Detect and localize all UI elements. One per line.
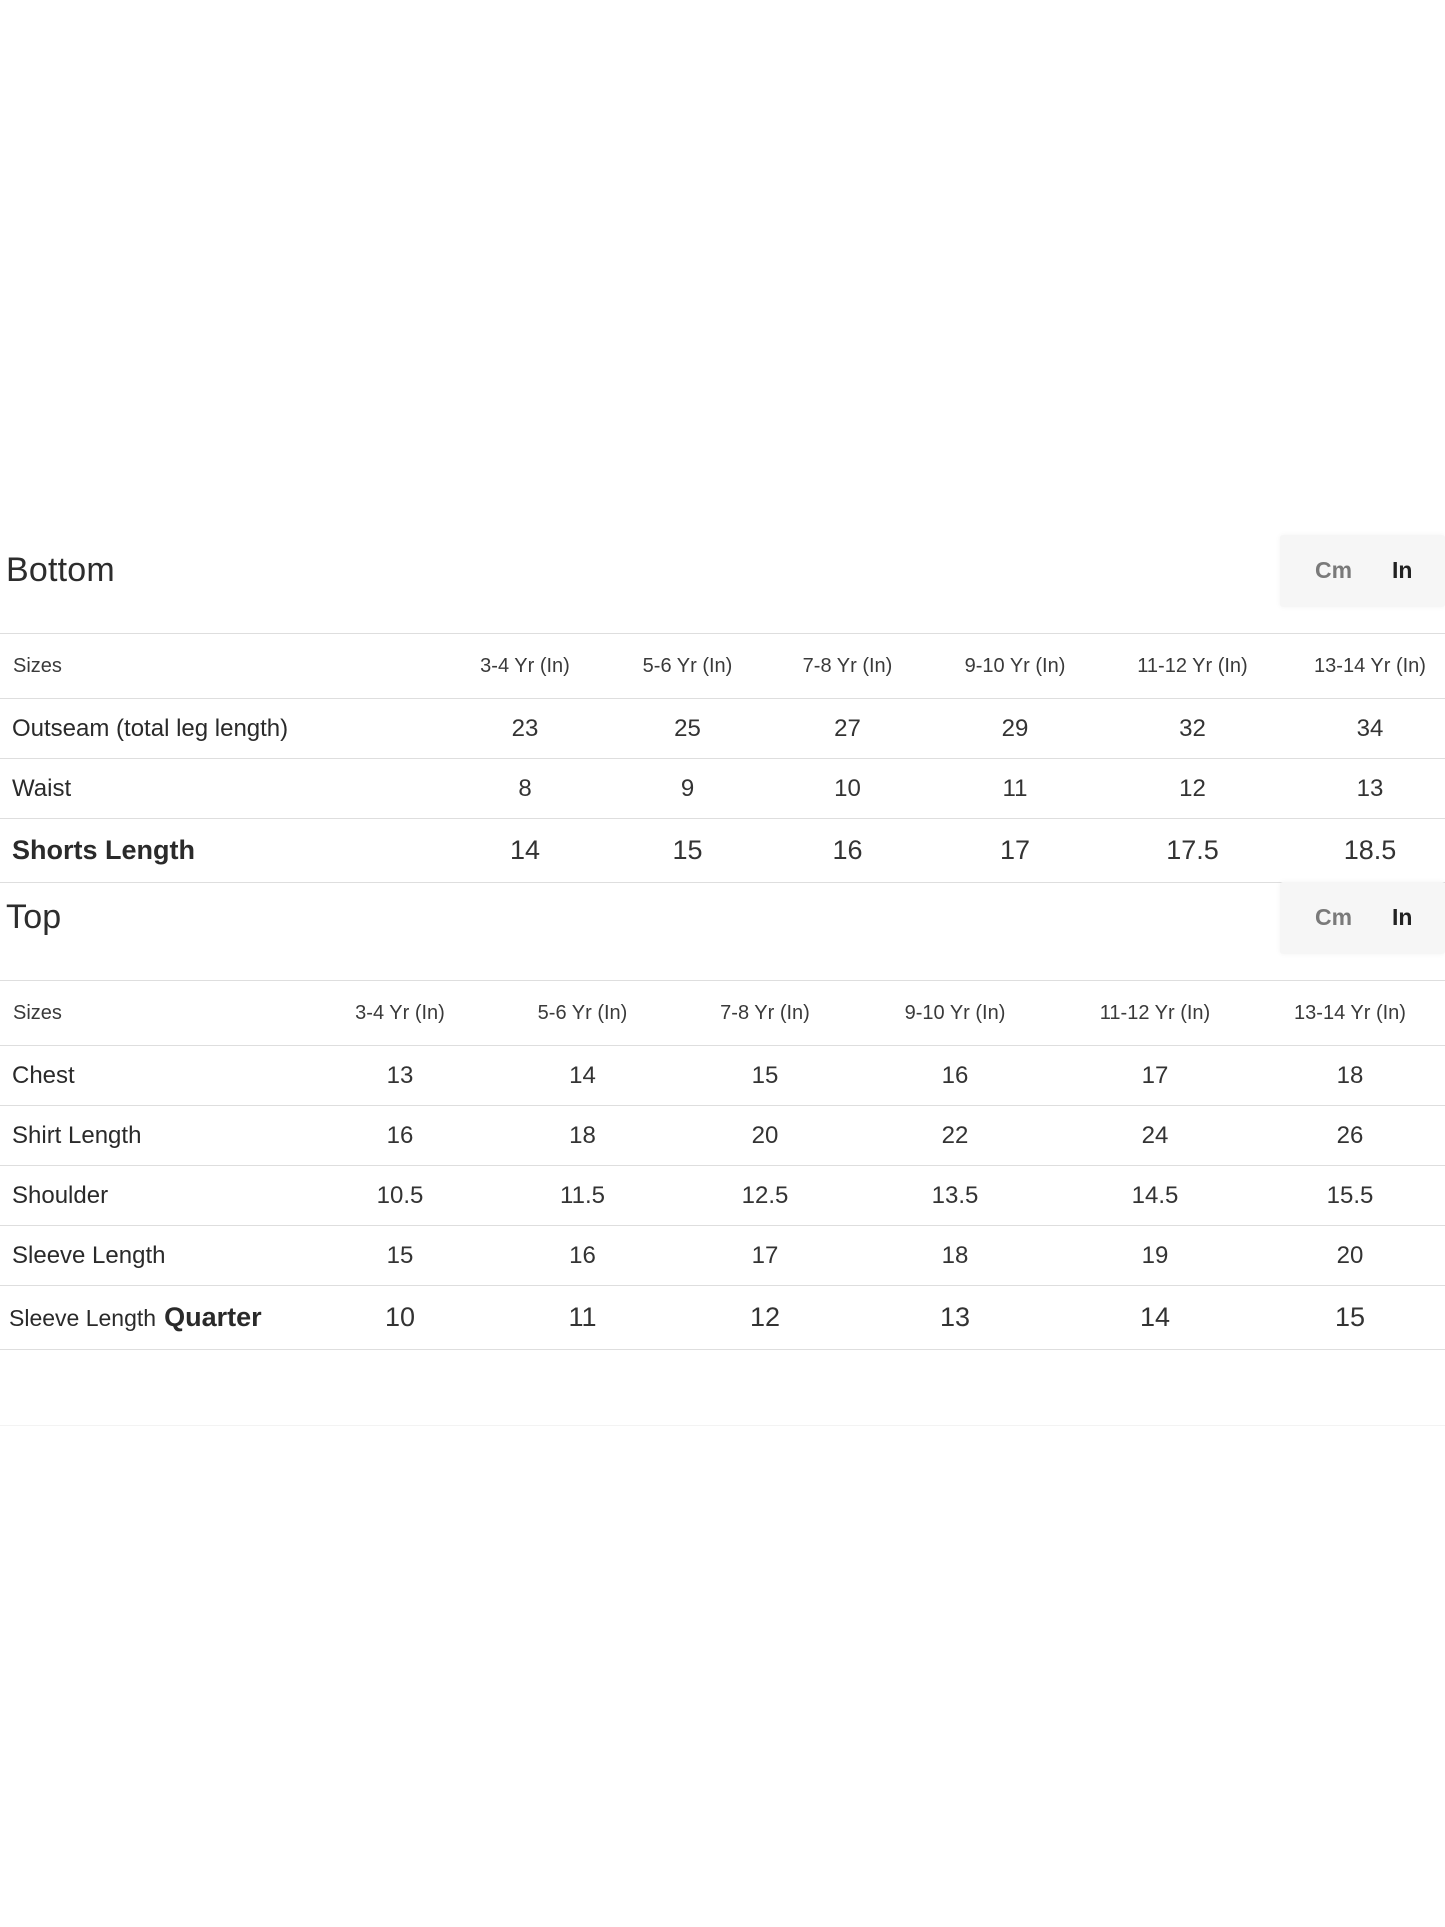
bottom-header-size: 7-8 Yr (In) <box>755 634 940 699</box>
bottom-size-section <box>0 533 1445 883</box>
top-size-table <box>0 980 1445 1350</box>
top-header-size: 9-10 Yr (In) <box>855 981 1055 1046</box>
table-cell: 32 <box>1090 699 1295 759</box>
bottom-size-table <box>0 633 1445 883</box>
table-cell: 17.5 <box>1090 819 1295 883</box>
table-cell: 19 <box>1055 1226 1255 1286</box>
row-label-outseam: Outseam (total leg length) <box>0 699 430 759</box>
top-unit-toggle <box>1280 882 1445 954</box>
bottom-section-header <box>0 533 1445 633</box>
table-cell: 12.5 <box>675 1166 855 1226</box>
table-cell: 10.5 <box>310 1166 490 1226</box>
table-cell: 11.5 <box>490 1166 675 1226</box>
row-label-sleeve-length-quarter <box>0 1286 310 1350</box>
bottom-unit-toggle <box>1280 535 1445 607</box>
table-cell: 15 <box>1255 1286 1445 1350</box>
top-header-size: 13-14 Yr (In) <box>1255 981 1445 1046</box>
table-cell: 15 <box>620 819 755 883</box>
table-cell: 14 <box>430 819 620 883</box>
table-cell: 16 <box>490 1226 675 1286</box>
top-table-row <box>0 1286 1445 1350</box>
top-header-size: 11-12 Yr (In) <box>1055 981 1255 1046</box>
bottom-unit-in-button[interactable]: In <box>1392 557 1413 583</box>
table-cell: 12 <box>1090 759 1295 819</box>
top-header-size: 3-4 Yr (In) <box>310 981 490 1046</box>
row-label-waist: Waist <box>0 759 430 819</box>
table-cell: 15.5 <box>1255 1166 1445 1226</box>
table-cell: 15 <box>675 1046 855 1106</box>
top-header-size: 5-6 Yr (In) <box>490 981 675 1046</box>
bottom-header-row <box>0 634 1445 699</box>
top-section-title: Top <box>6 898 62 936</box>
table-cell: 20 <box>675 1106 855 1166</box>
bottom-table-row <box>0 699 1445 759</box>
table-cell: 14 <box>1055 1286 1255 1350</box>
table-cell: 9 <box>620 759 755 819</box>
table-cell: 16 <box>755 819 940 883</box>
table-cell: 27 <box>755 699 940 759</box>
bottom-header-size: 11-12 Yr (In) <box>1090 634 1295 699</box>
table-cell: 22 <box>855 1106 1055 1166</box>
table-cell: 18.5 <box>1295 819 1445 883</box>
row-label-suffix: Quarter <box>164 1302 262 1332</box>
table-cell: 8 <box>430 759 620 819</box>
top-section-header <box>0 880 1445 980</box>
bottom-table-row <box>0 759 1445 819</box>
table-cell: 20 <box>1255 1226 1445 1286</box>
bottom-header-size: 5-6 Yr (In) <box>620 634 755 699</box>
table-cell: 14 <box>490 1046 675 1106</box>
table-cell: 18 <box>490 1106 675 1166</box>
table-cell: 13 <box>855 1286 1055 1350</box>
table-cell: 11 <box>490 1286 675 1350</box>
top-size-section <box>0 880 1445 1350</box>
top-table-row <box>0 1106 1445 1166</box>
top-table-row <box>0 1046 1445 1106</box>
table-cell: 16 <box>855 1046 1055 1106</box>
table-cell: 17 <box>1055 1046 1255 1106</box>
top-header-size: 7-8 Yr (In) <box>675 981 855 1046</box>
row-label-shoulder: Shoulder <box>0 1166 310 1226</box>
table-cell: 13 <box>310 1046 490 1106</box>
row-label-text: Sleeve Length <box>9 1305 157 1331</box>
top-table-row <box>0 1166 1445 1226</box>
table-cell: 10 <box>310 1286 490 1350</box>
table-cell: 13 <box>1295 759 1445 819</box>
table-cell: 11 <box>940 759 1090 819</box>
table-cell: 25 <box>620 699 755 759</box>
top-table-row <box>0 1226 1445 1286</box>
bottom-header-size: 13-14 Yr (In) <box>1295 634 1445 699</box>
table-cell: 15 <box>310 1226 490 1286</box>
table-cell: 17 <box>940 819 1090 883</box>
top-unit-cm-button[interactable]: Cm <box>1315 904 1353 930</box>
top-header-sizes: Sizes <box>0 981 310 1046</box>
table-cell: 18 <box>855 1226 1055 1286</box>
row-label-shorts-length: Shorts Length <box>0 819 430 883</box>
row-label-sleeve-length: Sleeve Length <box>0 1226 310 1286</box>
divider <box>0 1425 1445 1426</box>
bottom-section-title: Bottom <box>6 551 115 589</box>
table-cell: 17 <box>675 1226 855 1286</box>
table-cell: 13.5 <box>855 1166 1055 1226</box>
bottom-header-sizes: Sizes <box>0 634 430 699</box>
row-label-chest: Chest <box>0 1046 310 1106</box>
row-label-shirt-length: Shirt Length <box>0 1106 310 1166</box>
table-cell: 14.5 <box>1055 1166 1255 1226</box>
table-cell: 16 <box>310 1106 490 1166</box>
table-cell: 18 <box>1255 1046 1445 1106</box>
top-unit-in-button[interactable]: In <box>1392 904 1413 930</box>
table-cell: 29 <box>940 699 1090 759</box>
table-cell: 23 <box>430 699 620 759</box>
bottom-table-row <box>0 819 1445 883</box>
table-cell: 24 <box>1055 1106 1255 1166</box>
bottom-header-size: 9-10 Yr (In) <box>940 634 1090 699</box>
table-cell: 26 <box>1255 1106 1445 1166</box>
bottom-header-size: 3-4 Yr (In) <box>430 634 620 699</box>
table-cell: 34 <box>1295 699 1445 759</box>
table-cell: 10 <box>755 759 940 819</box>
top-header-row <box>0 981 1445 1046</box>
table-cell: 12 <box>675 1286 855 1350</box>
bottom-unit-cm-button[interactable]: Cm <box>1315 557 1353 583</box>
